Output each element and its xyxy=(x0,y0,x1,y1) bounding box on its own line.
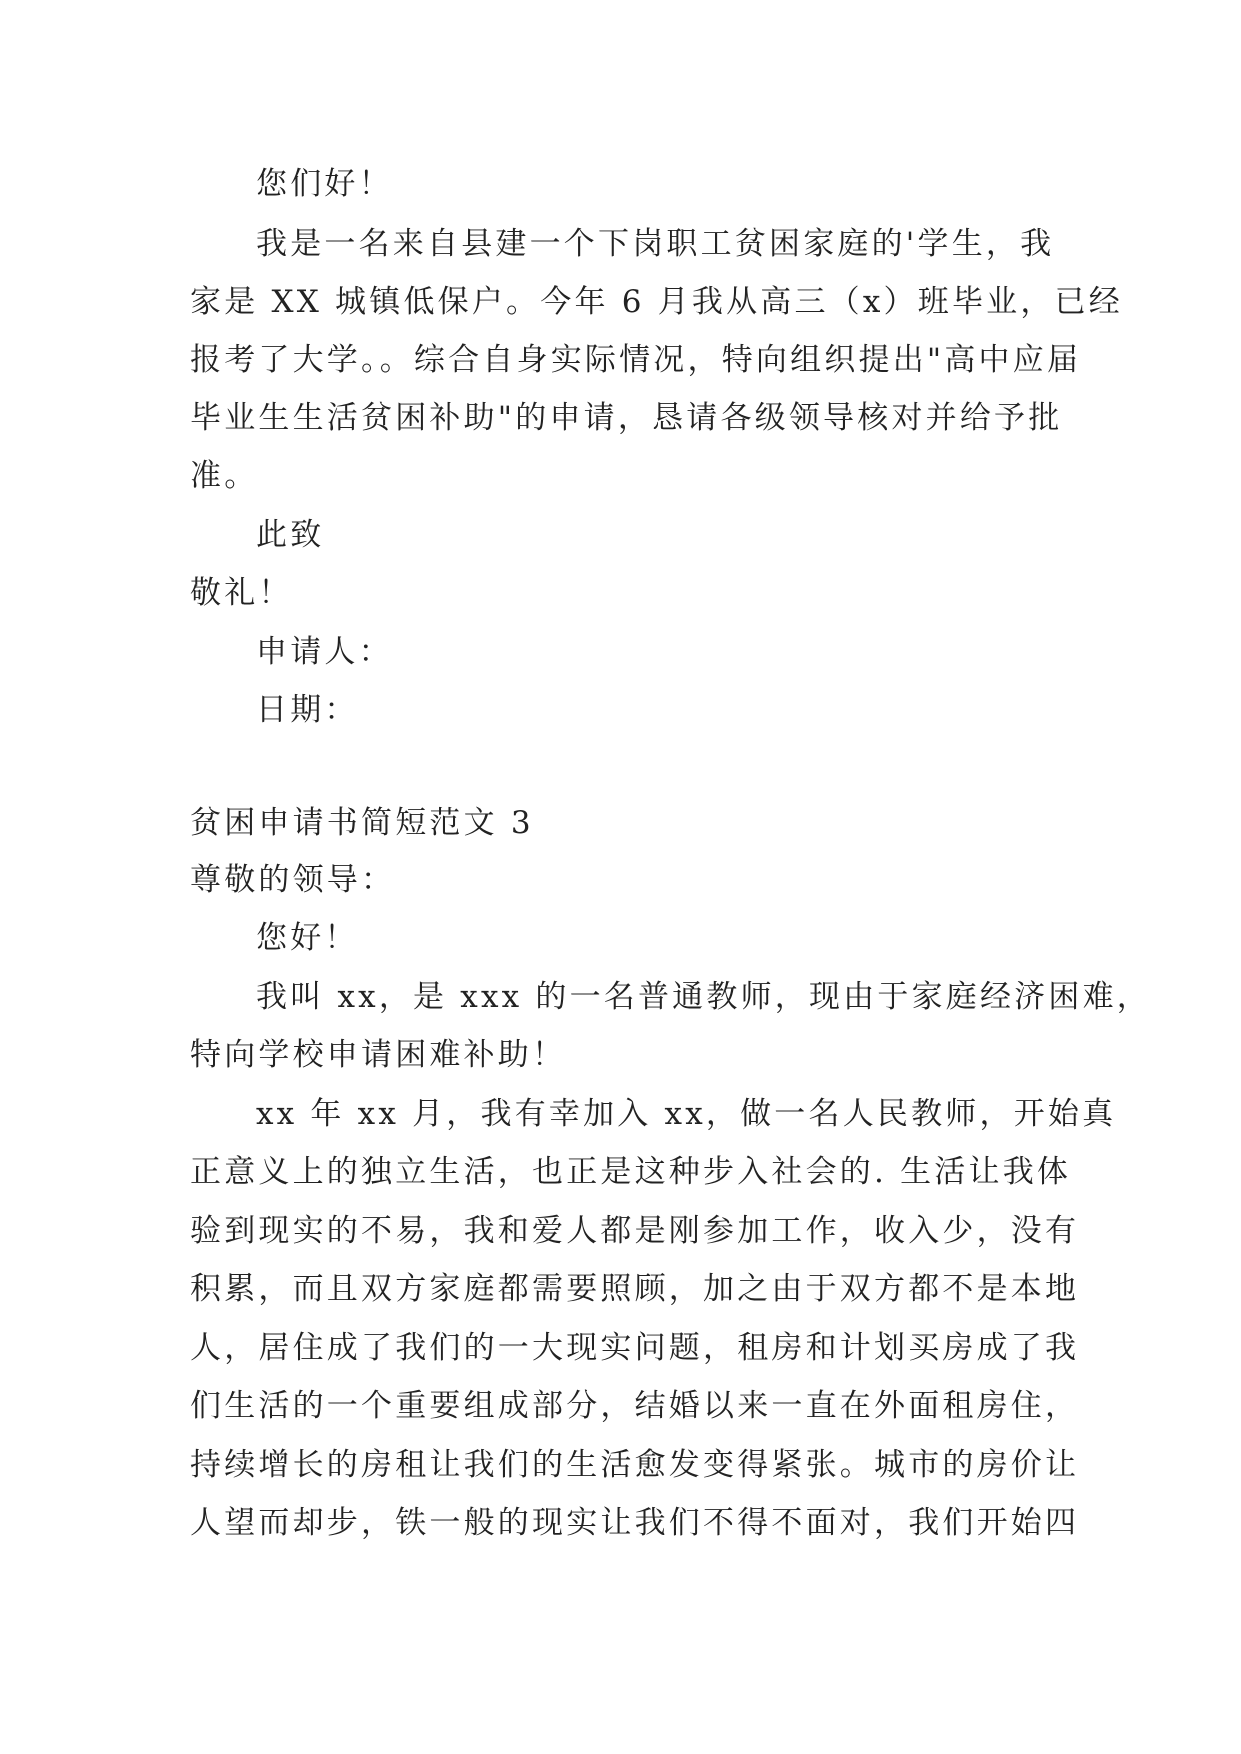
paragraph-line: 准。 xyxy=(190,458,259,494)
paragraph-line: 积累，而且双方家庭都需要照顾，加之由于双方都不是本地 xyxy=(190,1271,1080,1307)
paragraph-line: 正意义上的独立生活，也正是这种步入社会的. 生活让我体 xyxy=(190,1154,1072,1190)
paragraph-line: xx 年 xx 月，我有幸加入 xx，做一名人民教师，开始真 xyxy=(256,1096,1117,1132)
paragraph-line: 我是一名来自县建一个下岗职工贫困家庭的'学生，我 xyxy=(256,226,1055,262)
greeting-line: 您们好！ xyxy=(256,166,393,202)
paragraph-line: 家是 XX 城镇低保户。今年 6 月我从高三（x）班毕业，已经 xyxy=(190,284,1123,320)
paragraph-line: 特向学校申请困难补助！ xyxy=(190,1037,567,1073)
paragraph-line: 人望而却步，铁一般的现实让我们不得不面对，我们开始四 xyxy=(190,1505,1080,1541)
closing-salute: 敬礼！ xyxy=(190,575,293,611)
closing-line: 此致 xyxy=(256,517,325,553)
date-label: 日期： xyxy=(256,692,359,728)
section-title: 贫困申请书简短范文 3 xyxy=(190,805,534,841)
paragraph-line: 们生活的一个重要组成部分，结婚以来一直在外面租房住， xyxy=(190,1388,1080,1424)
applicant-label: 申请人： xyxy=(256,634,393,670)
salutation-line: 尊敬的领导： xyxy=(190,862,396,898)
paragraph-line: 报考了大学。。综合自身实际情况，特向组织提出"高中应届 xyxy=(190,342,1082,378)
paragraph-line: 毕业生生活贫困补助"的申请，恳请各级领导核对并给予批 xyxy=(190,400,1063,436)
paragraph-line: 我叫 xx，是 xxx 的一名普通教师，现由于家庭经济困难， xyxy=(256,979,1151,1015)
paragraph-line: 人，居住成了我们的一大现实问题，租房和计划买房成了我 xyxy=(190,1330,1080,1366)
paragraph-line: 验到现实的不易，我和爱人都是刚参加工作，收入少，没有 xyxy=(190,1213,1080,1249)
greeting-line: 您好！ xyxy=(256,920,359,956)
paragraph-line: 持续增长的房租让我们的生活愈发变得紧张。城市的房价让 xyxy=(190,1447,1080,1483)
